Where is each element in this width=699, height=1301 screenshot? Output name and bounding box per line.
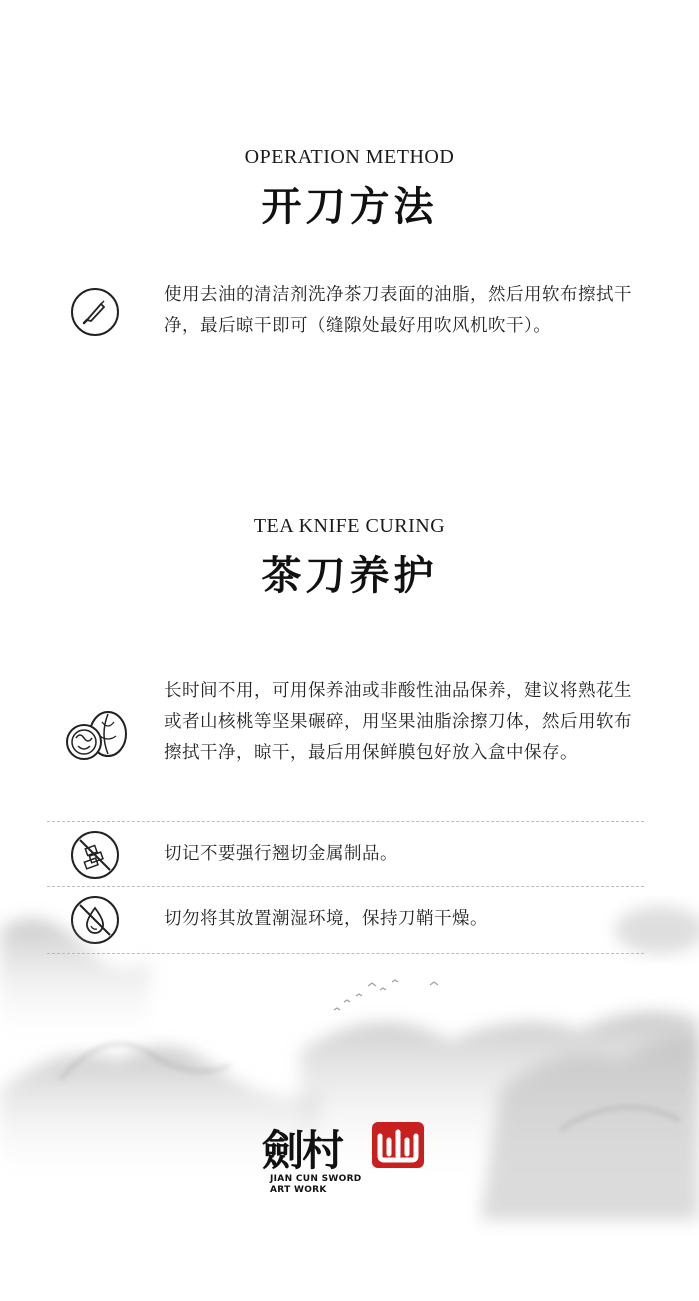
birds-icon — [334, 980, 438, 1010]
section-title-zh: 茶刀养护 — [261, 552, 438, 599]
brand-name-en-line2: ART WORK — [270, 1185, 327, 1195]
item-text: 使用去油的清洁剂洗净茶刀表面的油脂，然后用软布擦拭干净，最后晾干即可（缝隙处最好用吹风机吹干）。 — [164, 285, 632, 336]
section-title-zh: 开刀方法 — [261, 183, 438, 230]
brand-name-en-line1: JIAN CUN SWORD — [270, 1174, 362, 1184]
brand-name-en — [270, 1174, 362, 1196]
walnut-icon — [62, 706, 132, 766]
brand-logo — [262, 1118, 442, 1218]
operation-method-header — [0, 146, 699, 232]
brand-name-cn: 劍村 — [262, 1126, 343, 1175]
knife-icon — [71, 288, 119, 336]
item-text: 长时间不用，可用保养油或非酸性油品保养，建议将熟花生或者山核桃等坚果碾碎，用坚果油脂涂擦刀体，然后用软布擦拭干净，晾干，最后用保鲜膜包好放入盒中保存。 — [164, 681, 632, 763]
no-metal-icon — [71, 831, 119, 879]
ink-mountains-background — [0, 890, 699, 1301]
tea-knife-curing-header — [0, 515, 699, 601]
item-text: 切勿将其放置潮湿环境，保持刀鞘干燥。 — [164, 909, 488, 929]
divider — [47, 821, 644, 822]
section-title-en: OPERATION METHOD — [244, 146, 455, 168]
divider — [47, 886, 644, 887]
section-title-en: TEA KNIFE CURING — [253, 515, 446, 537]
item-text: 切记不要强行翘切金属制品。 — [164, 844, 398, 864]
mountain-seal-icon — [372, 1122, 424, 1168]
